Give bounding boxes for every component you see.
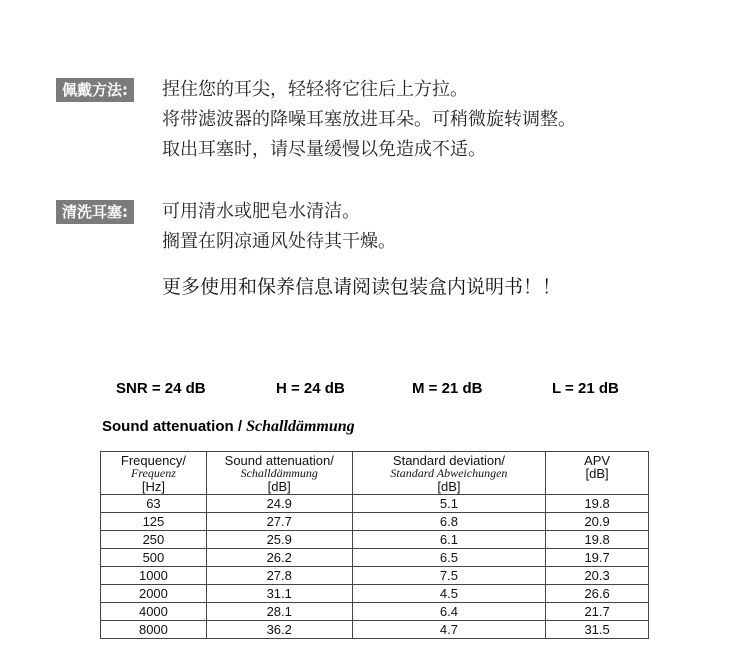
more-info-note: 更多使用和保养信息请阅读包装盒内说明书！！ bbox=[162, 276, 562, 298]
header-apv bbox=[546, 452, 649, 495]
cell-apv: 19.8 bbox=[546, 531, 649, 549]
cell-frequency: 125 bbox=[101, 513, 207, 531]
cell-apv: 19.8 bbox=[546, 495, 649, 513]
cell-std-deviation: 6.8 bbox=[352, 513, 546, 531]
table-row bbox=[101, 621, 649, 639]
cell-apv: 20.3 bbox=[546, 567, 649, 585]
table-row bbox=[101, 495, 649, 513]
header-unit: [Hz] bbox=[141, 479, 165, 494]
wearing-line: 捏住您的耳尖，轻轻将它往后上方拉。 bbox=[162, 79, 468, 100]
cell-std-deviation: 6.5 bbox=[352, 549, 546, 567]
attenuation-heading bbox=[102, 418, 355, 436]
cell-frequency: 1000 bbox=[101, 567, 207, 585]
table-body bbox=[101, 495, 649, 639]
cleaning-line: 搁置在阴凉通风处待其干燥。 bbox=[162, 231, 396, 252]
header-en: APV bbox=[584, 453, 611, 468]
header-de: Schalldämmung bbox=[240, 466, 318, 480]
header-de: Frequenz bbox=[130, 466, 176, 480]
ratings-row bbox=[0, 380, 750, 402]
cell-attenuation: 31.1 bbox=[206, 585, 352, 603]
header-unit: [dB] bbox=[437, 479, 461, 494]
cell-std-deviation: 5.1 bbox=[352, 495, 546, 513]
cell-attenuation: 28.1 bbox=[206, 603, 352, 621]
cell-frequency: 63 bbox=[101, 495, 207, 513]
cell-attenuation: 26.2 bbox=[206, 549, 352, 567]
cell-apv: 31.5 bbox=[546, 621, 649, 639]
header-std-deviation bbox=[352, 452, 546, 495]
header-en: Sound attenuation/ bbox=[224, 453, 334, 468]
cell-attenuation: 27.7 bbox=[206, 513, 352, 531]
cell-frequency: 250 bbox=[101, 531, 207, 549]
cell-std-deviation: 6.1 bbox=[352, 531, 546, 549]
header-attenuation bbox=[206, 452, 352, 495]
cell-std-deviation: 6.4 bbox=[352, 603, 546, 621]
wearing-tag: 佩戴方法: bbox=[56, 78, 134, 102]
header-de: Standard Abweichungen bbox=[390, 466, 508, 480]
wearing-line: 取出耳塞时，请尽量缓慢以免造成不适。 bbox=[162, 139, 486, 160]
table-header-row bbox=[101, 452, 649, 495]
cell-frequency: 8000 bbox=[101, 621, 207, 639]
cell-std-deviation: 7.5 bbox=[352, 567, 546, 585]
attenuation-title: Sound attenuation / bbox=[102, 418, 247, 435]
cell-attenuation: 24.9 bbox=[206, 495, 352, 513]
cell-attenuation: 36.2 bbox=[206, 621, 352, 639]
cell-apv: 19.7 bbox=[546, 549, 649, 567]
cleaning-tag: 清洗耳塞: bbox=[56, 200, 134, 224]
cell-apv: 21.7 bbox=[546, 603, 649, 621]
table-row bbox=[101, 513, 649, 531]
cell-apv: 20.9 bbox=[546, 513, 649, 531]
header-unit: [dB] bbox=[267, 479, 291, 494]
table-row bbox=[101, 603, 649, 621]
table-row bbox=[101, 585, 649, 603]
header-frequency bbox=[101, 452, 207, 495]
wearing-line: 将带滤波器的降噪耳塞放进耳朵。可稍微旋转调整。 bbox=[162, 109, 576, 130]
header-en: Standard deviation/ bbox=[392, 453, 505, 468]
cell-frequency: 4000 bbox=[101, 603, 207, 621]
table-row bbox=[101, 549, 649, 567]
cell-apv: 26.6 bbox=[546, 585, 649, 603]
cell-frequency: 2000 bbox=[101, 585, 207, 603]
cell-std-deviation: 4.5 bbox=[352, 585, 546, 603]
snr-rating: SNR = 24 dB bbox=[116, 380, 206, 397]
table-row bbox=[101, 567, 649, 585]
attenuation-title-de: Schalldämmung bbox=[246, 418, 355, 435]
m-rating: M = 21 dB bbox=[412, 380, 483, 397]
cell-attenuation: 27.8 bbox=[206, 567, 352, 585]
attenuation-table bbox=[100, 451, 649, 639]
l-rating: L = 21 dB bbox=[552, 380, 619, 397]
cell-std-deviation: 4.7 bbox=[352, 621, 546, 639]
cleaning-instructions bbox=[162, 197, 396, 257]
cleaning-line: 可用清水或肥皂水清洁。 bbox=[162, 201, 360, 222]
cell-attenuation: 25.9 bbox=[206, 531, 352, 549]
table-row bbox=[101, 531, 649, 549]
header-en: Frequency/ bbox=[120, 453, 186, 468]
h-rating: H = 24 dB bbox=[276, 380, 345, 397]
wearing-instructions bbox=[162, 75, 576, 165]
header-unit: [dB] bbox=[585, 466, 609, 481]
cell-frequency: 500 bbox=[101, 549, 207, 567]
